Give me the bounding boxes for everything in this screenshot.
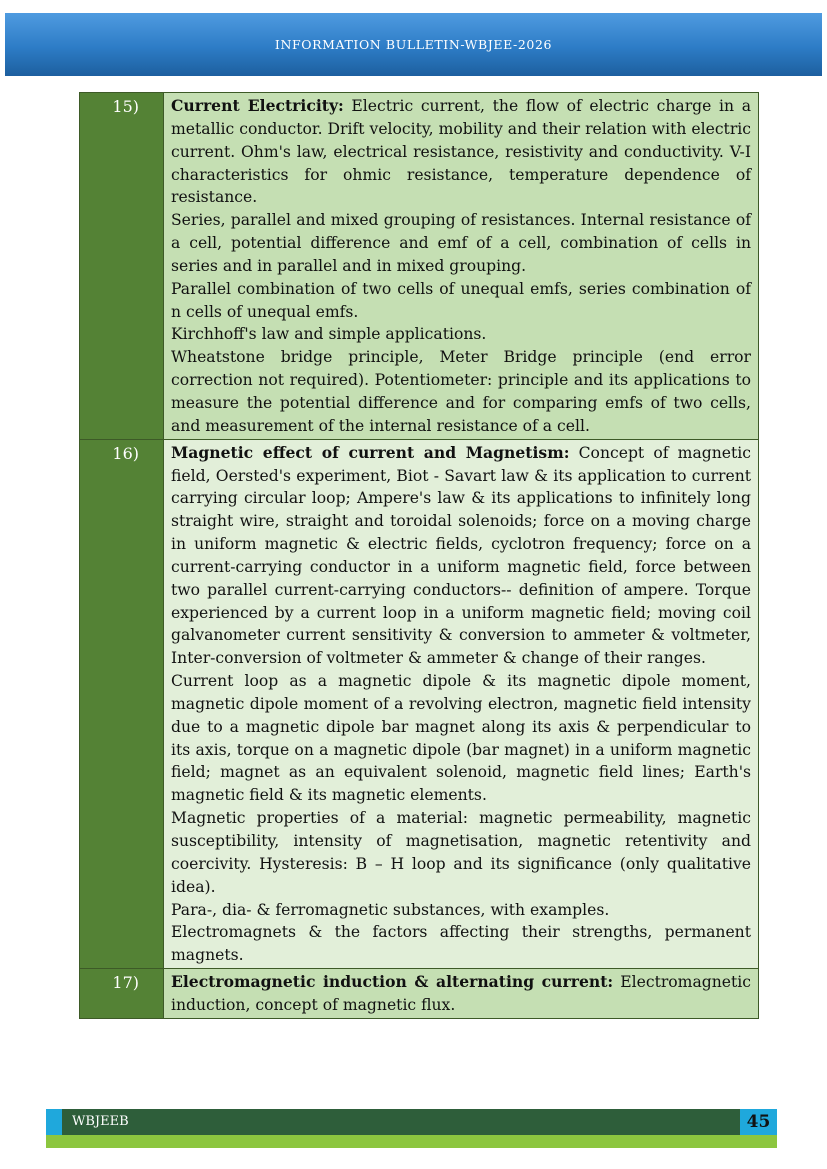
footer-stripe [46, 1135, 777, 1148]
topic-number: 16) [80, 439, 164, 968]
footer-label: WBJEEB [72, 1114, 129, 1129]
table-row [80, 93, 759, 440]
paragraph-text: Current loop as a magnetic dipole & its magnetic dipole moment, magnetic dipole moment of a revolving electron, magnetic field intensity due to a magnetic dipole bar magnet along its axis & perpendicular to its axis, torque on a magnetic dipole (bar magnet) in a uniform magnetic field; magnet as an equivalent solenoid, magnetic field lines; Earth's magnetic field & its magnetic elements. [171, 672, 751, 805]
paragraph-text: Concept of magnetic field, Oersted's experiment, Biot - Savart law & its application to current carrying circular loop; Ampere's law & its applications to infinitely long straight wire, straight and toroidal solenoids; force on a moving charge in uniform magnetic & electric fields, cyclotron frequency; force on a current-carrying conductor in a uniform magnetic field, force between two parallel current-carrying conductors-- definition of ampere. Torque experienced by a current loop in a uniform magnetic field; moving coil galvanometer current sensitivity & conversion to ammeter & voltmeter, Inter-conversion of voltmeter & ammeter & change of their ranges. [171, 443, 751, 668]
footer-accent [46, 1109, 62, 1135]
page-number: 45 [740, 1109, 777, 1135]
paragraph-text: Magnetic properties of a material: magnetic permeability, magnetic susceptibility, intensity of magnetisation, magnetic retentivity and coercivity. Hysteresis: B – H loop and its significance (only qualitative idea). [171, 809, 751, 896]
paragraph-text: Electric current, the flow of electric charge in a metallic conductor. Drift velocity, mobility and their relation with electric current. Ohm's law, electrical resistance, resistivity and conductivity. V-I characteristics for ohmic resistance, temperature dependence of resistance. [171, 97, 751, 207]
topic-paragraph [171, 442, 751, 670]
table-row [80, 439, 759, 968]
topic-paragraph [171, 95, 751, 209]
paragraph-text: Kirchhoff's law and simple applications. [171, 325, 487, 344]
topic-heading: Current Electricity: [171, 96, 344, 115]
topic-number: 15) [80, 93, 164, 440]
paragraph-text: Electromagnetic induction, concept of magnetic flux. [171, 973, 751, 1014]
topic-content [164, 93, 759, 440]
paragraph-text: Electromagnets & the factors affecting their strengths, permanent magnets. [171, 923, 751, 965]
topic-heading: Magnetic effect of current and Magnetism: [171, 442, 570, 462]
topic-content [164, 969, 759, 1019]
paragraph-text: Para-, dia- & ferromagnetic substances, with examples. [171, 900, 610, 919]
topic-content [164, 439, 759, 968]
syllabus-table [79, 92, 759, 1019]
footer-bar [46, 1109, 777, 1135]
paragraph-text: Series, parallel and mixed grouping of resistances. Internal resistance of a cell, potential difference and emf of a cell, combination of cells in series and in parallel and in mixed grouping. [171, 211, 751, 275]
table-row [80, 969, 759, 1019]
topic-paragraph [171, 971, 751, 1017]
paragraph-text: Parallel combination of two cells of unequal emfs, series combination of n cells of unequal emfs. [171, 279, 751, 321]
paragraph-text: Wheatstone bridge principle, Meter Bridge principle (end error correction not required). Potentiometer: principle and its applications to measure the potential difference and for comparing emfs of two cells, and measurement of the internal resistance of a cell. [171, 348, 751, 435]
page-header [5, 13, 822, 76]
header-title: INFORMATION BULLETIN-WBJEE-2026 [274, 37, 553, 52]
topic-number: 17) [80, 969, 164, 1019]
topic-heading: Electromagnetic induction & alternating current: [171, 972, 614, 992]
